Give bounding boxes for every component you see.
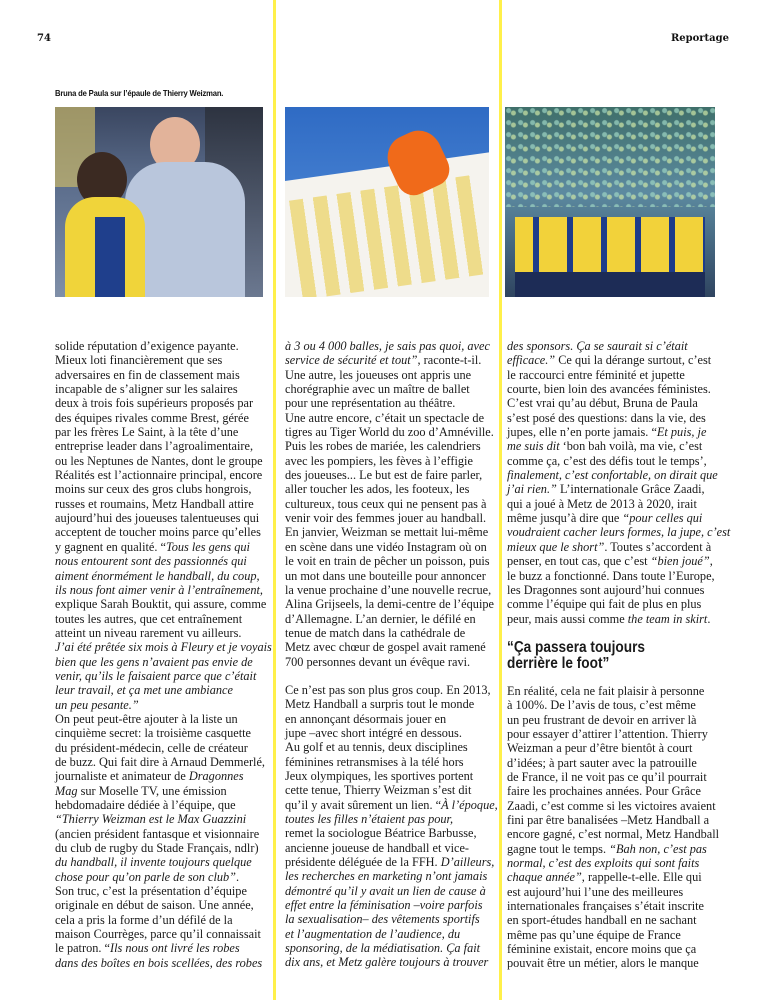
italic-quote-run: mieux que le short”	[507, 539, 605, 554]
text-line	[285, 912, 497, 926]
text-line	[285, 655, 497, 669]
text-run: , rappelle-t-elle. Elle qui	[581, 870, 702, 885]
text-run: du club de rugby du Stade Français, ndlr)	[55, 841, 259, 856]
text-line	[55, 827, 267, 841]
text-run: russes et roumains, Metz Handball attire	[55, 496, 254, 511]
text-run: un mot dans une bouteille pour annoncer	[285, 568, 486, 583]
text-run: (ancien président fantasque et visionnaire	[55, 826, 260, 841]
text-run: Ce qui la dérange surtout, c’est	[555, 353, 712, 368]
text-line	[285, 898, 497, 912]
text-run: comme l’équipe qui fait de plus en plus	[507, 597, 702, 612]
text-run: courte, bien loin des avancées féministes.	[507, 382, 711, 397]
text-run: féminines retransmises à la télé hors	[285, 754, 464, 769]
text-run: avec les pompiers, les fèves à l’effigie	[285, 453, 473, 468]
text-line	[55, 425, 267, 439]
italic-quote-run: D’ailleurs,	[440, 855, 495, 870]
text-line	[507, 741, 719, 755]
italic-quote-run: “pour celles qui	[622, 511, 703, 526]
text-line	[285, 454, 497, 468]
paragraph	[507, 339, 731, 626]
text-line	[507, 439, 719, 453]
text-line	[507, 482, 719, 496]
italic-quote-run: “bien joué”	[650, 554, 710, 569]
page-number: 74	[37, 33, 51, 44]
text-line	[507, 540, 719, 554]
text-line	[55, 741, 267, 755]
column-rule-left	[273, 0, 276, 1000]
text-line	[285, 396, 497, 410]
text-line	[507, 827, 719, 841]
column-2	[285, 339, 497, 970]
text-line	[55, 583, 267, 597]
text-line	[507, 396, 719, 410]
text-line	[285, 339, 497, 353]
text-line	[507, 928, 719, 942]
text-run: pour essayer d’attirer l’attention. Thierry	[507, 726, 708, 741]
text-line	[285, 569, 497, 583]
subheading	[507, 640, 694, 672]
text-line	[55, 898, 267, 912]
text-line	[507, 454, 719, 468]
text-run: la venue prochaine d’une nouvelle recrue,	[285, 582, 492, 597]
column-rule-right	[499, 0, 502, 1000]
text-run: penser, en tout cas, que c’est	[507, 554, 651, 569]
italic-quote-run: efficace.”	[507, 353, 556, 368]
text-line	[285, 368, 497, 382]
text-run: toutes les autres, que cet entraînement	[55, 611, 243, 626]
italic-quote-run: Ils nous ont livré les robes	[109, 941, 240, 956]
text-run: fini par être banalisées –Metz Handball a	[507, 812, 710, 827]
text-run: qu’il y avait sûrement un lien. “	[285, 797, 442, 812]
italic-quote-run: ils nous font aimer venir à l’entraînement,	[55, 582, 263, 597]
text-line	[55, 655, 267, 669]
text-line	[507, 813, 719, 827]
text-run: faire les prochaines années. Pour Grâce	[507, 784, 701, 799]
text-run: Metz Handball a surpris tout le monde	[285, 697, 475, 712]
text-run: L’internationale Grâce Zaadi,	[556, 482, 705, 497]
text-line	[55, 884, 267, 898]
text-run: .	[707, 611, 711, 626]
text-run: des équipes rivales comme Brest, gérée	[55, 410, 249, 425]
text-run: Jeux olympiques, les sportives portent	[285, 768, 474, 783]
text-run: tigres au Tiger World du zoo d’Amnéville.	[285, 425, 494, 440]
text-line	[507, 497, 719, 511]
text-line	[507, 856, 719, 870]
italic-quote-run: j’ai rien.”	[507, 482, 557, 497]
text-line	[55, 841, 267, 855]
text-line	[285, 612, 497, 626]
text-run: pouvait être un métier, alors le manque	[507, 956, 699, 971]
italic-quote-run: bien que les gens n’avaient pas envie de	[55, 654, 253, 669]
text-run: peur, mais aussi comme	[507, 611, 628, 626]
text-run: hebdomadaire dédiée à l’équipe, que	[55, 798, 236, 812]
text-line	[55, 927, 267, 941]
text-line	[285, 927, 497, 941]
text-run: d’idées; à part sauter avec la patrouille	[507, 755, 697, 770]
text-run: s’est posé des questions: dans la vie, des	[507, 410, 706, 425]
text-line	[285, 812, 497, 826]
text-run: ancienne joueuse de handball et vice-	[285, 840, 470, 855]
subheading-line: “Ça passera toujours	[507, 638, 645, 656]
paragraph	[55, 339, 272, 970]
text-line	[507, 525, 731, 540]
text-line	[507, 942, 719, 956]
text-line	[507, 756, 719, 770]
text-run: de buzz. Qui fait dire à Arnaud Demmerlé,	[55, 754, 265, 769]
text-run: ,	[709, 554, 713, 569]
text-line	[55, 411, 267, 425]
text-line	[285, 497, 497, 511]
text-run: en sport-études handball en ne sachant	[507, 913, 697, 928]
paragraph	[507, 684, 719, 971]
text-line	[55, 482, 267, 496]
text-run: féminine existait, encore moins que ça	[507, 942, 697, 957]
text-line	[285, 382, 497, 396]
text-run: Zaadi, c’est comme si les victoires avaient	[507, 798, 716, 813]
text-run: Puis les robes de mariée, les calendriers	[285, 439, 481, 454]
text-line	[285, 540, 497, 554]
text-run: jupe –avec short intégré en dessous.	[285, 725, 462, 740]
text-run: qui a joué à Metz de 2013 à 2020, irait	[507, 496, 697, 511]
text-run: Son truc, c’est la présentation d’équipe	[55, 884, 247, 899]
text-line	[55, 870, 267, 884]
text-run: En janvier, Weizman se mettait lui-même	[285, 525, 489, 540]
italic-quote-run: Tous les gens qui	[165, 539, 250, 554]
text-line	[55, 669, 267, 683]
section-title: Reportage	[670, 33, 729, 44]
text-line	[285, 798, 497, 812]
text-line	[507, 511, 719, 525]
text-line	[55, 755, 267, 769]
text-run: journaliste et animateur de	[55, 769, 189, 784]
text-line	[55, 784, 267, 798]
italic-quote-run: service de sécurité et tout”	[285, 353, 418, 368]
italic-quote-run: Mag	[55, 783, 78, 798]
text-line	[285, 740, 497, 754]
text-line	[55, 525, 267, 539]
text-run: les Dragonnes sont aujourd’hui connues	[507, 582, 705, 597]
italic-quote-run: les recherches en marketing n’ont jamais	[285, 869, 488, 884]
text-line	[55, 511, 267, 525]
text-line	[55, 540, 267, 554]
text-line	[507, 842, 719, 856]
text-run: le voit en train de pêcher un poisson, puis	[285, 554, 490, 569]
subheading-line: derrière le foot”	[507, 654, 610, 672]
italic-quote-run: Dragonnes	[188, 769, 244, 784]
text-run: sur Moselle TV, une émission	[77, 783, 227, 798]
text-run: à 100%. De l’avis de tous, c’est même	[507, 698, 696, 713]
text-run: même jusqu’à dire que	[507, 511, 623, 526]
text-run: tenue de match dans la cathédrale de	[285, 625, 466, 640]
text-run: adversaires en fin de classement mais	[55, 367, 240, 382]
text-line	[285, 712, 497, 726]
italic-quote-run: des sponsors. Ça se saurait si c’était	[507, 339, 688, 353]
italic-quote-run: chaque année”	[507, 870, 582, 885]
text-line	[55, 368, 267, 382]
italic-quote-run: leur travail, et ça met une ambiance	[55, 683, 233, 698]
text-run: le raccourci entre féminité et jupette	[507, 367, 685, 382]
text-line	[507, 569, 719, 583]
italic-quote-run: normal, c’est des exploits qui sont faits	[507, 856, 700, 870]
text-run: même pas qu’une équipe de France	[507, 927, 681, 942]
text-line	[55, 726, 267, 740]
text-line	[285, 683, 497, 697]
text-run: en annonçant désormais jouer en	[285, 711, 447, 726]
text-run: solide réputation d’exigence payante.	[55, 339, 239, 353]
text-line	[285, 468, 497, 482]
text-run: remet la sociologue Béatrice Barbusse,	[285, 826, 477, 841]
italic-quote-run: Et puis, je	[656, 425, 707, 440]
text-run: internationales françaises s’était inscrite	[507, 899, 705, 914]
text-run: .	[236, 869, 240, 884]
text-line	[55, 640, 272, 655]
photo-bruna-weizman	[55, 107, 263, 297]
text-line	[507, 885, 719, 899]
text-run: acceptent de toucher moins parce qu’elles	[55, 525, 261, 540]
text-run: cinquième secret: la troisième casquette	[55, 726, 251, 741]
text-line	[285, 482, 497, 496]
text-line	[507, 468, 719, 482]
text-run: En réalité, cela ne fait plaisir à personne	[507, 683, 705, 698]
text-run: moins sur ceux des gros clubs hongrois,	[55, 482, 252, 497]
text-line	[55, 497, 267, 511]
text-line	[507, 956, 719, 970]
text-line	[285, 755, 497, 769]
text-run: présidente déléguée de la FFH.	[285, 855, 441, 870]
text-run: venir voir des femmes jouer au handball.	[285, 511, 487, 526]
text-line	[285, 525, 497, 539]
text-run: Metz avec chœur de gospel avait ramené	[285, 640, 486, 655]
text-line	[285, 826, 497, 840]
text-line	[285, 583, 497, 597]
text-line	[285, 955, 497, 969]
text-line	[285, 841, 497, 855]
italic-quote-run: toutes les filles n’étaient pas pour,	[285, 812, 454, 826]
italic-quote-run: the team in skirt	[627, 611, 708, 626]
text-line	[507, 684, 719, 698]
italic-quote-run: du handball, il invente toujours quelque	[55, 855, 252, 870]
italic-quote-run: chose pour qu’on parle de son club”	[55, 869, 237, 884]
text-run: le buzz a fonctionné. Dans toute l’Europe,	[507, 568, 715, 583]
text-line	[285, 597, 497, 611]
text-run: d’Allemagne. L’an dernier, le défilé en	[285, 611, 476, 626]
text-line	[285, 941, 497, 955]
text-run: atteint un niveau rarement vu ailleurs.	[55, 625, 242, 640]
text-run: 700 personnes devant un évêque ravi.	[285, 654, 471, 669]
text-run: aujourd’hui des joueuses talentueuses qui	[55, 511, 260, 526]
text-run: pour une représentation au théâtre.	[285, 396, 456, 411]
italic-quote-run: la sexualisation– des vêtements sportifs	[285, 912, 480, 927]
text-run: aller toucher les ados, les footeux, les	[285, 482, 470, 497]
text-run: Mieux loti financièrement que ses	[55, 353, 223, 368]
text-run: Une autre, les joueuses ont appris une	[285, 367, 472, 382]
text-line	[507, 382, 719, 396]
italic-quote-run: voudraient cacher leurs formes, la jupe, c’est	[507, 525, 731, 540]
text-line	[507, 698, 719, 712]
text-run: de France, il ne voit pas ce qu’il pourrait	[507, 769, 707, 784]
text-line	[507, 411, 719, 425]
text-line	[285, 353, 497, 367]
text-line	[507, 583, 719, 597]
text-line	[507, 913, 719, 927]
photo-caption: Bruna de Paula sur l’épaule de Thierry Weizman.	[55, 88, 224, 98]
text-line	[507, 713, 719, 727]
text-line	[285, 855, 497, 869]
text-line	[285, 884, 497, 898]
text-run: ‘bon bah voilà, ma vie, c’est	[559, 439, 703, 454]
text-run: incapable de s’aligner sur les salaires	[55, 382, 238, 397]
text-run: cultureux, tous ceux qui ne pensent pas à	[285, 496, 487, 511]
text-run: C’est vrai qu’au début, Bruna de Paula	[507, 396, 698, 411]
text-line	[285, 439, 497, 453]
text-line	[507, 612, 719, 626]
text-run: deux à trois fois supérieurs proposés par	[55, 396, 254, 411]
text-line	[55, 798, 267, 812]
text-run: Au golf et au tennis, deux disciplines	[285, 740, 468, 755]
text-run: ou les Neptunes de Nantes, dont le groupe	[55, 453, 263, 468]
text-run: Une autre encore, c’était un spectacle de	[285, 410, 485, 425]
text-run: entreprise leader dans l’agroalimentaire,	[55, 439, 254, 454]
text-line	[507, 870, 719, 884]
italic-quote-run: aiment énormément le handball, du coup,	[55, 568, 260, 583]
text-run: , raconte-t-il.	[417, 353, 482, 368]
text-line	[507, 784, 719, 798]
text-line	[285, 783, 497, 797]
text-line	[507, 425, 719, 439]
text-line	[285, 425, 497, 439]
text-run: Alina Grijseels, la demi-centre de l’équipe	[285, 597, 494, 612]
text-run: le patron. “	[55, 941, 110, 956]
text-line	[507, 727, 719, 741]
text-line	[507, 799, 719, 813]
column-1	[55, 339, 272, 970]
text-run: . Toutes s’accordent à	[604, 539, 712, 554]
text-run: encore gagné, c’est normal, Metz Handball	[507, 827, 720, 842]
text-run: maison Courrèges, parce qu’il connaissait	[55, 927, 261, 942]
italic-quote-run: dix ans, et Metz galère toujours à trouver	[285, 955, 489, 970]
italic-quote-run: finalement, c’est confortable, on dirait que	[507, 468, 718, 483]
text-line	[507, 353, 719, 367]
text-line	[55, 554, 267, 568]
text-line	[55, 339, 267, 353]
text-line	[55, 941, 267, 955]
italic-quote-run: venir, qu’ils le faisaient parce que c’était	[55, 668, 257, 683]
text-line	[55, 913, 267, 927]
italic-quote-run: J’ai été prêtée six mois à Fleury et je voyais	[55, 640, 272, 655]
text-line	[507, 597, 719, 611]
italic-quote-run: À l’époque,	[441, 797, 498, 812]
text-line	[55, 698, 267, 712]
text-line	[285, 869, 497, 883]
italic-quote-run: à 3 ou 4 000 balles, je sais pas quoi, avec	[285, 339, 490, 353]
text-line	[55, 454, 267, 468]
text-run: Réalités est l’actionnaire principal, encore	[55, 468, 263, 483]
italic-quote-run: nous entourent sont des passionnés qui	[55, 554, 247, 569]
text-line	[55, 812, 267, 826]
italic-quote-run: sponsoring, de la médiatisation. Ça fait	[285, 941, 481, 956]
text-line	[55, 597, 267, 611]
text-run: Ce n’est pas son plus gros coup. En 2013,	[285, 682, 491, 697]
text-run: des joueuses... Le but est de faire parler,	[285, 468, 483, 483]
text-run: en scène dans une vidéo Instagram où on	[285, 539, 487, 554]
text-run: gagne tout le temps.	[507, 841, 610, 856]
text-run: jupes, elle n’en porte jamais. “	[507, 425, 657, 440]
photo-dragonnes-magazine	[285, 107, 489, 297]
text-line	[507, 368, 719, 382]
italic-quote-run: effet entre la féminisation –voire parfois	[285, 898, 483, 913]
text-run: chorégraphie avec un maître de ballet	[285, 382, 470, 397]
text-run: y gagnent en qualité. “	[55, 539, 166, 554]
text-run: un peu frustrant de devoir en arriver là	[507, 712, 697, 727]
text-line	[55, 712, 267, 726]
text-line	[507, 554, 719, 568]
text-line	[285, 511, 497, 525]
text-line	[285, 640, 497, 654]
text-run: par les frères Le Saint, à la tête d’une	[55, 425, 239, 440]
photo-team-celebration	[505, 107, 715, 297]
italic-quote-run: dans des boîtes en bois scellées, des robes	[55, 955, 263, 970]
text-line	[55, 468, 267, 482]
text-line	[507, 770, 719, 784]
text-line	[285, 626, 497, 640]
text-run: comme ça, c’est des défis tout le temps’,	[507, 453, 707, 468]
text-run: explique Sarah Bouktit, qui assure, comme	[55, 597, 267, 612]
italic-quote-run: “Thierry Weizman est le Max Guazzini	[55, 812, 247, 827]
text-line	[55, 956, 267, 970]
text-run: cette tenue, Thierry Weizman s’est dit	[285, 783, 472, 798]
text-line	[55, 382, 267, 396]
text-line	[285, 554, 497, 568]
text-line	[55, 353, 267, 367]
text-run: du président-médecin, celle de créateur	[55, 740, 248, 755]
text-line	[55, 626, 267, 640]
text-line	[507, 899, 719, 913]
text-line	[285, 769, 497, 783]
text-line	[55, 439, 267, 453]
italic-quote-run: et l’augmentation de l’audience, du	[285, 926, 461, 941]
text-line	[507, 339, 719, 353]
text-run: est aujourd’hui l’une des meilleures	[507, 884, 684, 899]
text-run: originale en début de saison. Une année,	[55, 898, 254, 913]
italic-quote-run: un peu pesante.”	[55, 697, 139, 712]
paragraph	[285, 683, 497, 970]
italic-quote-run: “Bah non, c’est pas	[609, 841, 707, 856]
text-line	[55, 769, 267, 783]
column-3	[507, 339, 731, 971]
text-run: On peut peut-être ajouter à la liste un	[55, 711, 238, 726]
italic-quote-run: démontré qu’il y avait un lien de cause à	[285, 883, 486, 898]
text-line	[285, 411, 497, 425]
text-line	[55, 612, 267, 626]
text-run: cela a pris la forme d’un défilé de la	[55, 912, 233, 927]
text-line	[55, 683, 267, 697]
paragraph	[285, 339, 497, 669]
text-line	[55, 855, 267, 869]
text-line	[285, 697, 497, 711]
text-run: Weizman a peur d’être bientôt à court	[507, 741, 693, 756]
italic-quote-run: me suis dit	[507, 439, 560, 454]
text-line	[285, 726, 497, 740]
text-line	[55, 396, 267, 410]
text-line	[55, 569, 267, 583]
